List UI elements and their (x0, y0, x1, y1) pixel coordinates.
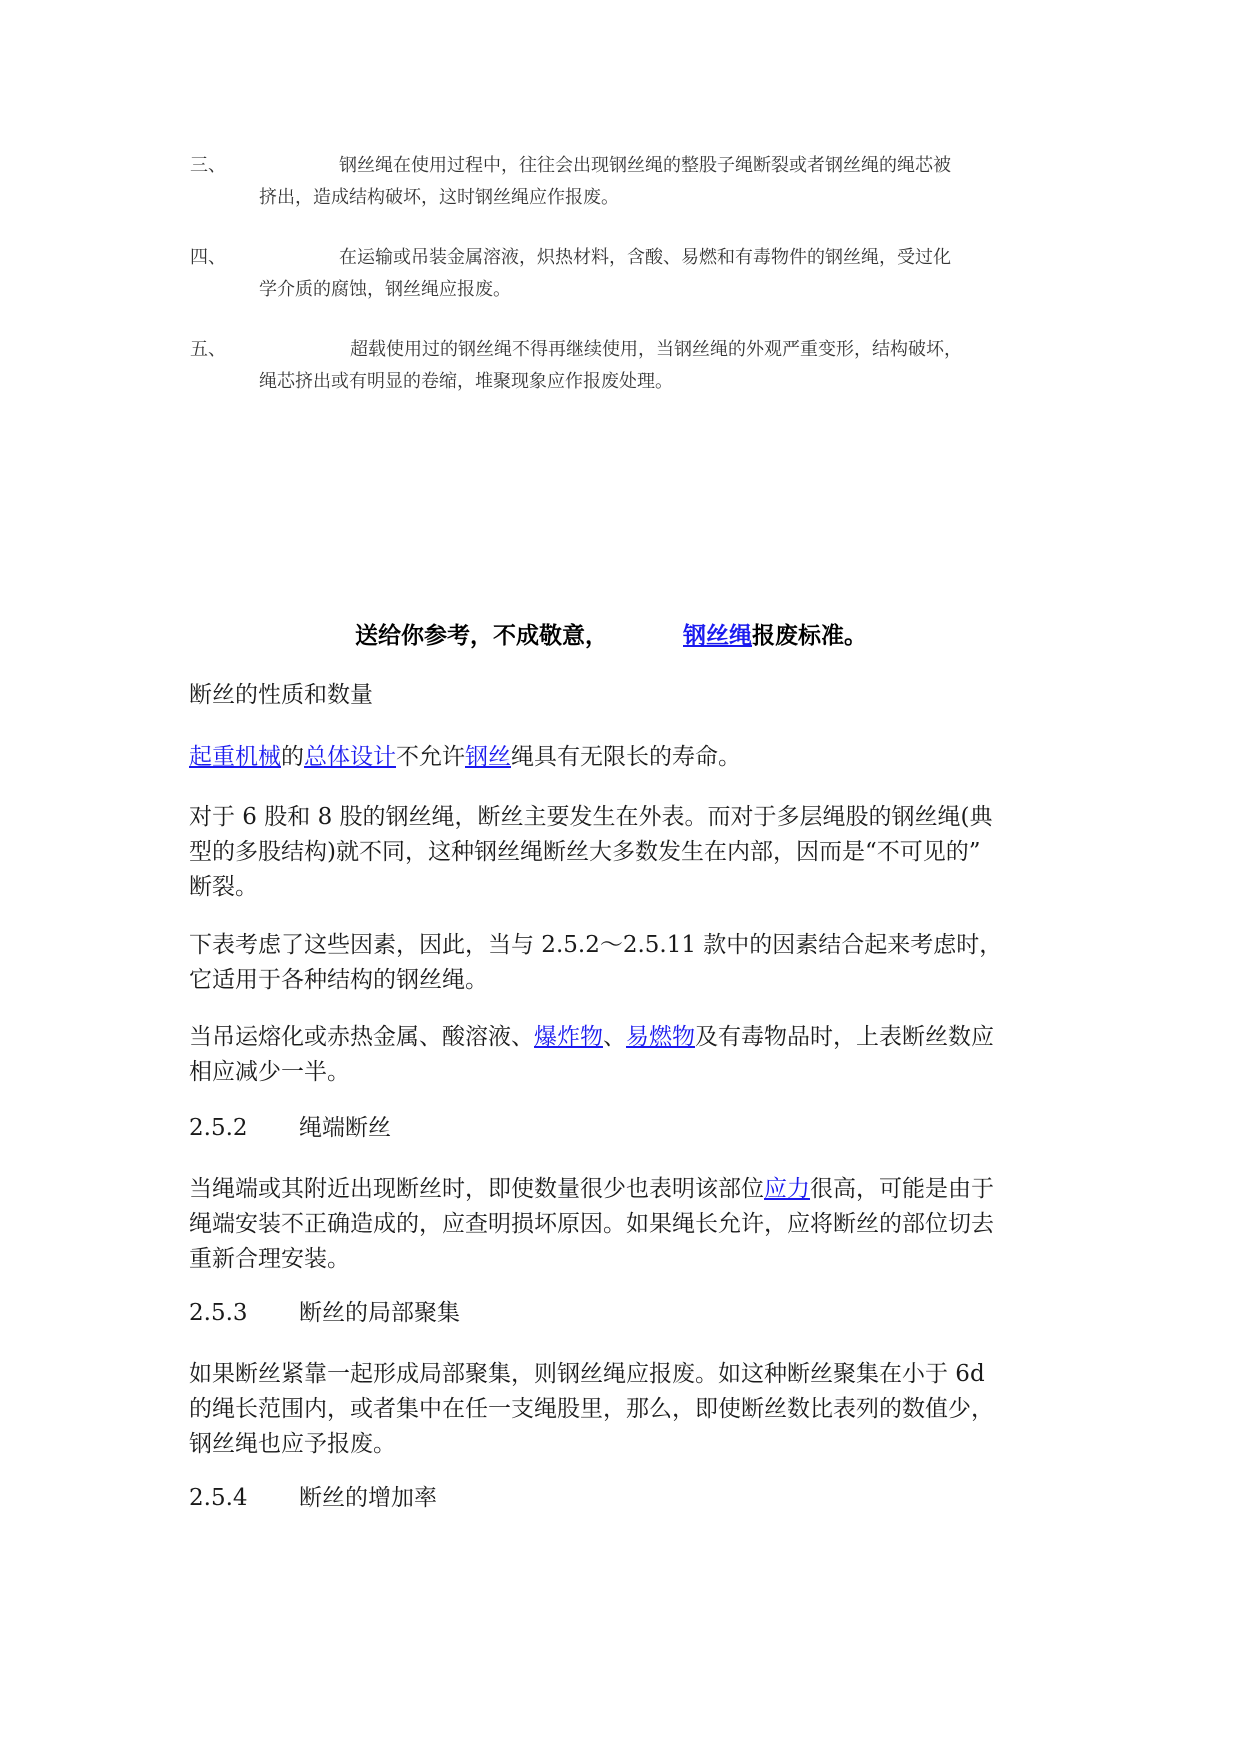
paragraph-line: 重新合理安装。 (189, 1246, 350, 1272)
paragraph-line: 它适用于各种结构的钢丝绳。 (189, 967, 488, 993)
item-text-line: 超载使用过的钢丝绳不得再继续使用，当钢丝绳的外观严重变形，结构破坏， (350, 339, 962, 360)
steel-rope-link[interactable]: 钢丝绳 (683, 622, 752, 649)
steel-wire-link[interactable]: 钢丝 (465, 744, 511, 770)
item-text-line: 在运输或吊装金属溶液，炽热材料，含酸、易燃和有毒物件的钢丝绳，受过化 (339, 247, 951, 268)
paragraph-line (189, 1020, 1059, 1055)
text-run: 很高，可能是由于 (810, 1176, 994, 1202)
paragraph (189, 800, 1059, 905)
paragraph-line: 型的多股结构)就不同，这种钢丝绳断丝大多数发生在内部，因而是“不可见的” (189, 839, 981, 865)
paragraph (189, 740, 1059, 775)
item-number: 三、 (190, 155, 226, 176)
stress-link[interactable]: 应力 (764, 1176, 810, 1202)
paragraph (189, 928, 1059, 998)
subsection-number: 2.5.3 (189, 1300, 248, 1326)
paragraph-line: 下表考虑了这些因素，因此，当与 2.5.2～2.5.11 款中的因素结合起来考虑时， (189, 932, 1003, 958)
paragraph-line: 绳端安装不正确造成的，应查明损坏原因。如果绳长允许，应将断丝的部位切去 (189, 1211, 994, 1237)
subsection-heading (189, 1111, 1059, 1146)
text-run: 、 (603, 1024, 626, 1050)
paragraph-line (189, 1172, 1059, 1207)
paragraph-line (189, 740, 1059, 775)
subsection-title: 断丝的局部聚集 (299, 1300, 460, 1326)
heading-text: 送给你参考，不成敬意， (355, 622, 608, 649)
subsection-heading (189, 1296, 1059, 1331)
paragraph-line: 如果断丝紧靠一起形成局部聚集，则钢丝绳应报废。如这种断丝聚集在小于 6d (189, 1361, 985, 1387)
explosives-link[interactable]: 爆炸物 (534, 1024, 603, 1050)
subsection-number: 2.5.2 (189, 1115, 248, 1141)
text-run: 的 (281, 744, 304, 770)
heading-text: 报废标准。 (752, 622, 867, 649)
text-run: 绳具有无限长的寿命。 (511, 744, 741, 770)
item-text-line: 学介质的腐蚀，钢丝绳应报废。 (259, 279, 511, 300)
flammables-link[interactable]: 易燃物 (626, 1024, 695, 1050)
item-text-line: 挤出，造成结构破坏，这时钢丝绳应作报废。 (259, 187, 619, 208)
heading-text-group (683, 617, 867, 650)
section-title: 断丝的性质和数量 (189, 682, 373, 708)
subsection-title: 断丝的增加率 (299, 1485, 437, 1511)
overall-design-link[interactable]: 总体设计 (304, 744, 396, 770)
item-number: 五、 (190, 339, 226, 360)
text-run: 当绳端或其附近出现断丝时，即使数量很少也表明该部位 (189, 1176, 764, 1202)
item-number: 四、 (190, 247, 226, 268)
lifting-machinery-link[interactable]: 起重机械 (189, 744, 281, 770)
text-run: 及有毒物品时，上表断丝数应 (695, 1024, 994, 1050)
paragraph (189, 1172, 1059, 1277)
subsection-heading (189, 1481, 1059, 1516)
paragraph-line: 相应减少一半。 (189, 1059, 350, 1085)
text-run: 不允许 (396, 744, 465, 770)
paragraph-line: 断裂。 (189, 874, 258, 900)
paragraph-line: 的绳长范围内，或者集中在任一支绳股里，那么，即使断丝数比表列的数值少， (189, 1396, 994, 1422)
subsection-title: 绳端断丝 (299, 1115, 391, 1141)
text-run: 当吊运熔化或赤热金属、酸溶液、 (189, 1024, 534, 1050)
item-text-line: 钢丝绳在使用过程中，往往会出现钢丝绳的整股子绳断裂或者钢丝绳的绳芯被 (339, 155, 951, 176)
paragraph-line: 对于 6 股和 8 股的钢丝绳，断丝主要发生在外表。而对于多层绳股的钢丝绳(典 (189, 804, 993, 830)
paragraph (189, 1020, 1059, 1090)
item-text-line: 绳芯挤出或有明显的卷缩，堆聚现象应作报废处理。 (259, 371, 673, 392)
paragraph-line: 钢丝绳也应予报废。 (189, 1431, 396, 1457)
paragraph (189, 1357, 1059, 1462)
subsection-number: 2.5.4 (189, 1485, 248, 1511)
